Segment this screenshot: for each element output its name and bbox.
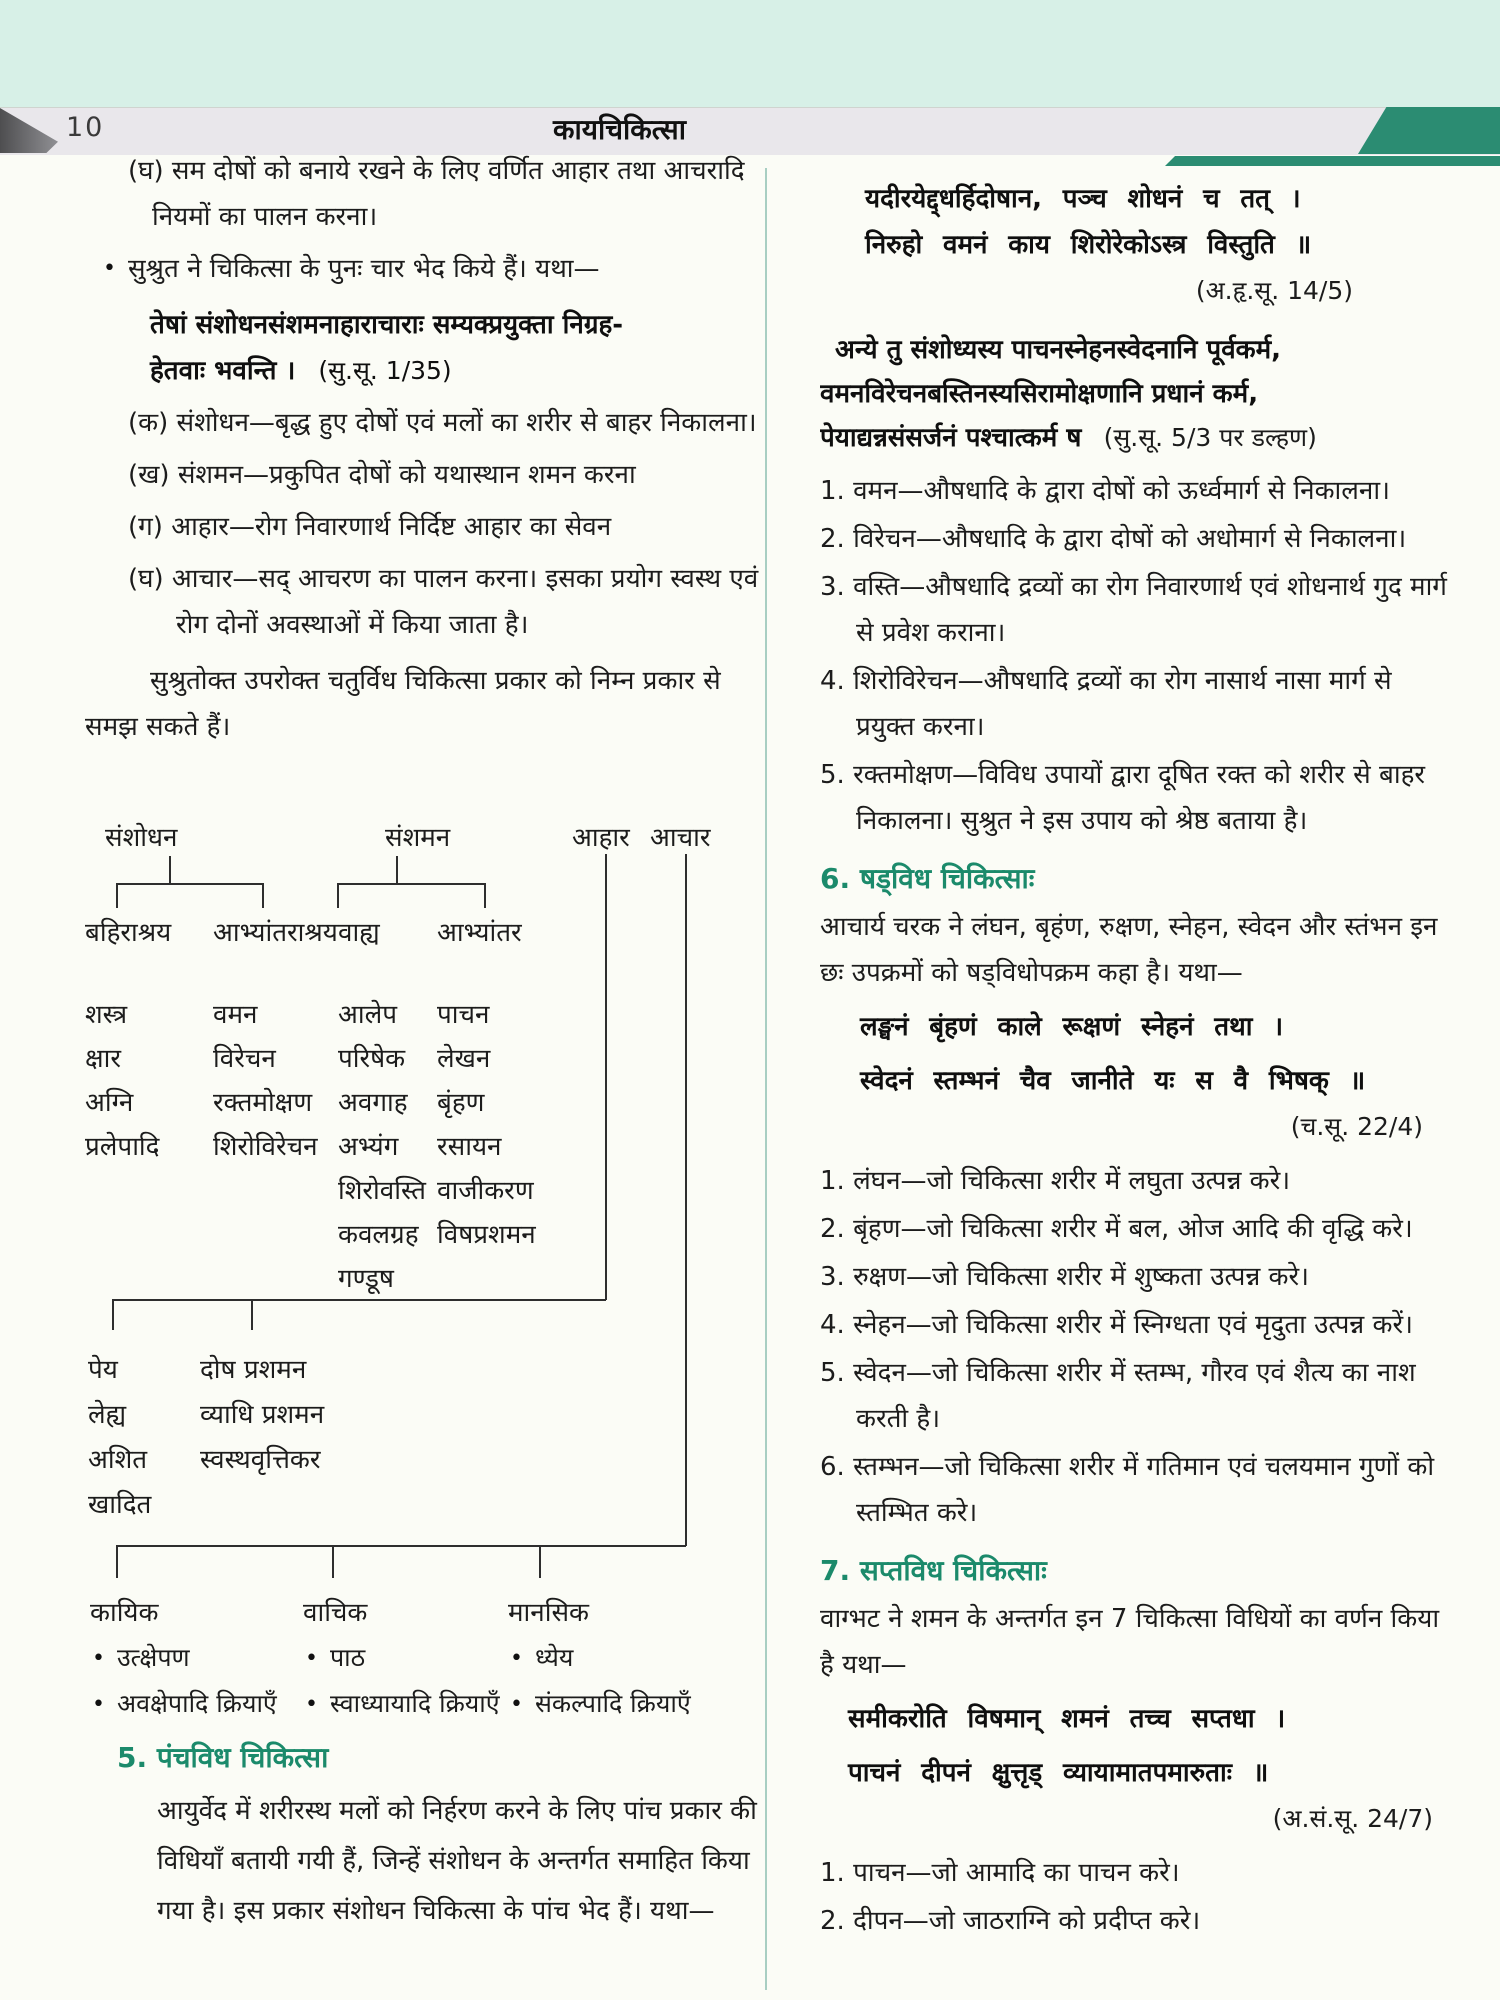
top-mint-band [0, 0, 1500, 107]
tree-item: अशित [88, 1445, 148, 1475]
verse-line: लङ्घनं बृंहणं काले रूक्षणं स्नेहनं तथा । [860, 1012, 1284, 1042]
section-7-heading: 7. सप्तविध चिकित्साः [820, 1554, 1047, 1587]
tree-node-abhyantarashraya: आभ्यांतराश्रय [213, 918, 338, 948]
tree-list-bahirashraya [85, 993, 159, 1169]
tree-item: वमन [213, 1000, 258, 1030]
verse-line [150, 348, 761, 394]
bullet-text: सुश्रुत ने चिकित्सा के पुनः चार भेद किये हैं। यथा— [127, 254, 600, 284]
numbered-item: 6. स्तम्भन—जो चिकित्सा शरीर में गतिमान एवं चलयमान गुणों को स्तम्भित करे। [820, 1452, 1435, 1528]
verse-line: स्वेदनं स्तम्भनं चैव जानीते यः स वै भिषक् ॥ [860, 1066, 1366, 1096]
numbered-item: 1. वमन—औषधादि के द्वारा दोषों को ऊर्ध्वमार्ग से निकालना। [820, 476, 1390, 506]
section-5-paragraph: आयुर्वेद में शरीरस्थ मलों को निर्हरण करने के लिए पांच प्रकार की विधियाँ बतायी गयी हैं, जिन्हें संशोधन के अन्तर्गत समाहित किया गया है। इस प्रकार संशोधन चिकित्सा के पांच भेद हैं। यथा— [157, 1796, 757, 1926]
shadvidha-list [820, 1158, 1448, 1536]
tree-node-bahirashraya: बहिराश्रय [85, 918, 172, 948]
tree-item: प्रलेपादि [85, 1132, 160, 1162]
panchakarma-list [820, 468, 1448, 844]
tree-group-title: वाचिक [303, 1598, 368, 1628]
verse-line: पाचनं दीपनं क्षुत्तृड् व्यायामातपमारुताः ॥ [848, 1758, 1269, 1788]
tree-item: आलेप [338, 1000, 397, 1030]
list-item-kha: (ख) संशमन—प्रकुपित दोषों को यथास्थान शमन करना [128, 460, 636, 490]
tree-item: शिरोवस्ति [338, 1176, 426, 1206]
left-column-upper [85, 148, 761, 820]
tree-item: शस्त्र [85, 1000, 128, 1030]
tree-item: लेह्य [88, 1400, 127, 1430]
verse-line-text: हेतवाः भवन्ति । [150, 356, 296, 386]
numbered-item: 3. वस्ति—औषधादि द्रव्यों का रोग निवारणार्थ एवं शोधनार्थ गुद मार्ग से प्रवेश कराना। [820, 572, 1447, 648]
tree-list-vahya [338, 993, 426, 1301]
numbered-item: 4. शिरोविरेचन—औषधादि द्रव्यों का रोग नासार्थ नासा मार्ग से प्रयुक्त करना। [820, 666, 1392, 742]
tree-item: ध्येय [534, 1643, 574, 1672]
bullet-icon: • [92, 1692, 105, 1717]
section-6-paragraph: आचार्य चरक ने लंघन, बृहंण, रुक्षण, स्नेहन, स्वेदन और स्तंभन इन छः उपक्रमों को षड्विधोपक्रम कहा है। यथा— [820, 912, 1438, 988]
numbered-item: 5. स्वेदन—जो चिकित्सा शरीर में स्तम्भ, गौरव एवं शैत्य का नाश करती है। [820, 1358, 1416, 1434]
bullet-row-sushruta [85, 246, 761, 292]
section-5-heading: 5. पंचविध चिकित्सा [117, 1741, 329, 1774]
tree-item: व्याधि प्रशमन [200, 1400, 325, 1430]
verse-line: निरुहो वमनं काय शिरोरेकोऽस्त्र विस्तुति ॥ [865, 230, 1312, 260]
numbered-item: 2. विरेचन—औषधादि के द्वारा दोषों को अधोमार्ग से निकालना। [820, 524, 1407, 554]
tree-list-abhyantar [437, 993, 536, 1257]
numbered-item: 4. स्नेहन—जो चिकित्सा शरीर में स्निग्धता एवं मृदुता उत्पन्न करें। [820, 1310, 1413, 1340]
tree-item: वाजीकरण [437, 1176, 534, 1206]
verse-citation: (अ.सं.सू. 24/7) [1272, 1804, 1433, 1833]
tree-group-vachik [303, 1590, 533, 1728]
tree-item: विषप्रशमन [437, 1220, 536, 1250]
tree-item: दोष प्रशमन [200, 1355, 307, 1385]
bullet-icon: • [305, 1646, 318, 1671]
tree-group-mansik [508, 1590, 738, 1728]
verse-line: वमनविरेचनबस्तिनस्यसिरामोक्षणानि प्रधानं कर्म, [820, 379, 1259, 409]
tree-item: शिरोविरेचन [213, 1132, 318, 1162]
list-item-gha: (घ) आचार—सद् आचरण का पालन करना। इसका प्रयोग स्वस्थ एवं रोग दोनों अवस्थाओं में किया जाता है। [128, 564, 759, 640]
tree-item: रक्तमोक्षण [213, 1088, 313, 1118]
tree-item: क्षार [85, 1044, 122, 1074]
tree-root-ahara: आहार [572, 823, 630, 853]
tree-item: पेय [88, 1355, 118, 1385]
tree-item: उत्क्षेपण [116, 1643, 190, 1672]
tree-item: रसायन [437, 1132, 502, 1162]
tree-list-ahara-forms [88, 1348, 151, 1528]
tree-item: गण्डूष [338, 1264, 394, 1294]
tree-item: पाचन [437, 1000, 490, 1030]
right-column [820, 176, 1448, 1990]
page-number: 10 [66, 112, 105, 143]
tree-node-abhyantar: आभ्यांतर [437, 918, 522, 948]
header-teal-strip [1165, 156, 1500, 166]
tree-list-abhyantarashraya [213, 993, 318, 1169]
numbered-item: 3. रुक्षण—जो चिकित्सा शरीर में शुष्कता उत्पन्न करे। [820, 1262, 1309, 1292]
bullet-icon: • [510, 1646, 523, 1671]
tree-group-kayik [90, 1590, 320, 1728]
verse-line: यदीरयेद्द्धर्हिदोषान, पञ्च शोधनं च तत् । [865, 184, 1301, 214]
verse-sushruta [150, 302, 761, 394]
tree-group-title: मानसिक [508, 1598, 589, 1628]
verse-line: अन्ये तु संशोध्यस्य पाचनस्नेहनस्वेदनानि पूर्वकर्म, [835, 335, 1282, 365]
paragraph-sushrutokta: सुश्रुतोक्त उपरोक्त चतुर्विध चिकित्सा प्रकार को निम्न प्रकार से समझ सकते हैं। [85, 666, 721, 742]
verse-line: समीकरोति विषमान् शमनं तच्च सप्तधा । [848, 1704, 1286, 1734]
tree-item: स्वाध्यायादि क्रियाएँ [329, 1689, 500, 1718]
numbered-item: 5. रक्तमोक्षण—विविध उपायों द्वारा दूषित रक्त को शरीर से बाहर निकालना। सुश्रुत ने इस उपाय को श्रेष्ठ बताया है। [820, 760, 1426, 836]
numbered-item: 2. दीपन—जो जाठराग्नि को प्रदीप्त करे। [820, 1906, 1201, 1936]
tree-group-title: कायिक [90, 1598, 159, 1628]
page-title: कायचिकित्सा [553, 113, 686, 146]
numbered-item: 1. लंघन—जो चिकित्सा शरीर में लघुता उत्पन्न करे। [820, 1166, 1291, 1196]
numbered-item: 1. पाचन—जो आमादि का पाचन करे। [820, 1858, 1180, 1888]
tree-item: कवलग्रह [338, 1220, 419, 1250]
numbered-item: 2. बृंहण—जो चिकित्सा शरीर में बल, ओज आदि की वृद्धि करे। [820, 1214, 1413, 1244]
tree-item: विरेचन [213, 1044, 276, 1074]
bullet-icon: • [510, 1692, 523, 1717]
bullet-icon: • [103, 256, 116, 281]
verse-line-text: पेयाद्यन्नसंसर्जनं पश्चात्कर्म ष [820, 423, 1082, 453]
tree-root-sanshodhan: संशोधन [105, 823, 178, 853]
verse-citation: (सु.सू. 1/35) [318, 356, 452, 385]
section-7-paragraph: वाग्भट ने शमन के अन्तर्गत इन 7 चिकित्सा विधियों का वर्णन किया है यथा— [820, 1604, 1440, 1680]
tree-root-sanshaman: संशमन [385, 823, 451, 853]
tree-item: अग्नि [85, 1088, 134, 1118]
list-item-ka: (क) संशोधन—बृद्ध हुए दोषों एवं मलों का शरीर से बाहर निकालना। [128, 408, 757, 438]
tree-list-ahara-functions [200, 1348, 324, 1483]
verse-citation: (च.सू. 22/4) [1290, 1112, 1423, 1141]
tree-item: परिषेक [338, 1044, 406, 1074]
list-item-ga: (ग) आहार—रोग निवारणार्थ निर्दिष्ट आहार का सेवन [128, 512, 612, 542]
saptavidha-list [820, 1850, 1448, 1944]
tree-item: स्वस्थवृत्तिकर [200, 1445, 321, 1475]
paragraph-gha: (घ) सम दोषों को बनाये रखने के लिए वर्णित आहार तथा आचरादि नियमों का पालन करना। [128, 156, 745, 232]
tree-item: अवगाह [338, 1088, 408, 1118]
tree-root-achara: आचार [650, 823, 711, 853]
tree-item: अभ्यंग [338, 1132, 399, 1162]
tree-item: बृंहण [437, 1088, 485, 1118]
verse-citation: (सु.सू. 5/3 पर डल्हण) [1103, 423, 1317, 452]
section-6-heading: 6. षड्विध चिकित्साः [820, 862, 1035, 895]
verse-citation: (अ.हृ.सू. 14/5) [1195, 276, 1353, 305]
bullet-icon: • [305, 1692, 318, 1717]
tree-item: लेखन [437, 1044, 491, 1074]
tree-item: संकल्पादि क्रियाएँ [534, 1689, 691, 1718]
tree-item: पाठ [329, 1643, 366, 1672]
tree-item: खादित [88, 1490, 152, 1520]
bullet-icon: • [92, 1646, 105, 1671]
tree-node-vahya: वाह्य [338, 918, 380, 948]
verse-line: तेषां संशोधनसंशमनाहाराचाराः सम्यक्प्रयुक्ता निग्रह- [150, 310, 624, 340]
tree-item: अवक्षेपादि क्रियाएँ [116, 1689, 277, 1718]
verse-line [820, 416, 1448, 460]
column-divider [765, 168, 767, 1990]
